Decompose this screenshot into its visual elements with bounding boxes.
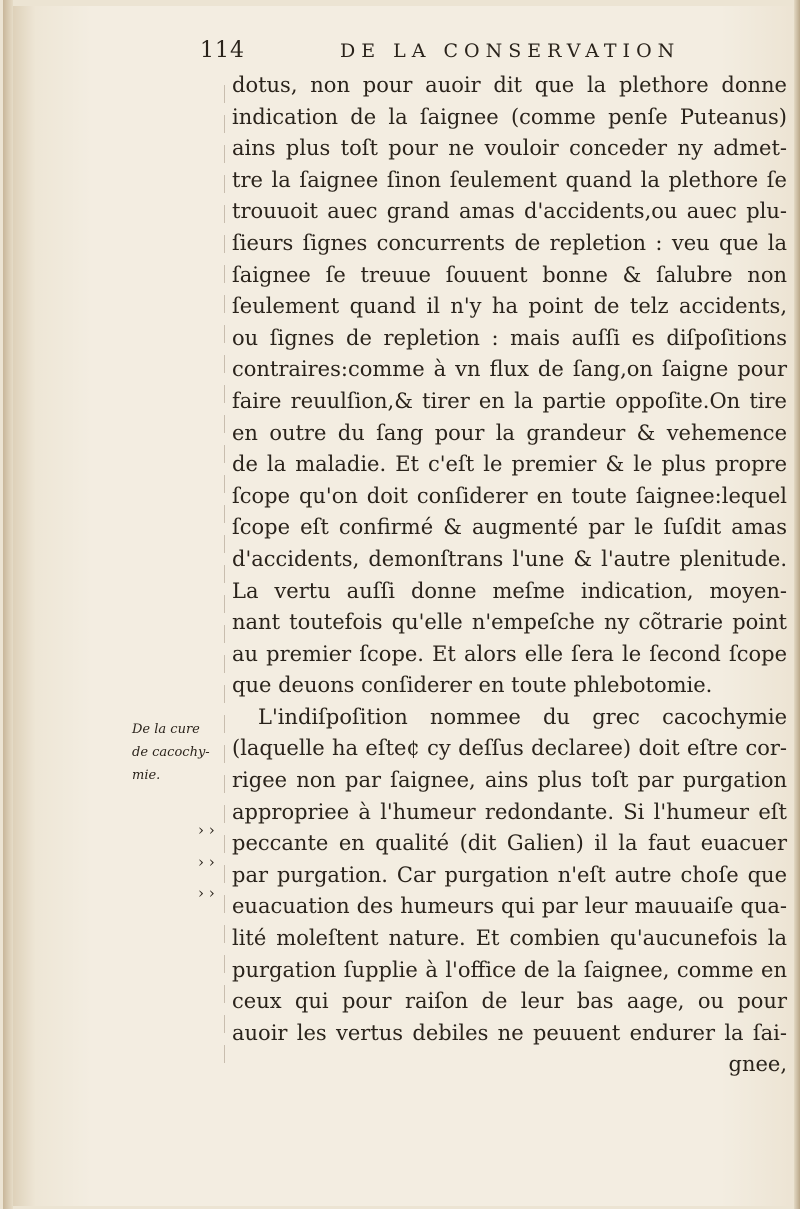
- text-line: faire reuulſion,& tirer en la partie oppoſite.On tire: [232, 388, 787, 413]
- text-line: tre la ſaignee ſinon ſeulement quand la plethore ſe: [232, 167, 787, 192]
- page-header: [200, 38, 780, 68]
- text-line: par purgation. Car purgation n'eſt autre choſe que: [232, 862, 787, 887]
- text-line: que deuons conſiderer en toute phlebotomie.: [232, 673, 713, 698]
- quote-mark: › ›: [198, 852, 215, 871]
- marginal-note-line: mie.: [132, 768, 161, 783]
- text-line: ſcope eſt confirmé & augmenté par le ſuſdit amas: [232, 515, 787, 540]
- binding-gutter: [3, 0, 13, 1209]
- text-line: appropriee à l'humeur redondante. Si l'humeur eſt: [232, 799, 787, 824]
- text-line: auoir les vertus debiles ne peuuent endurer la ſai-: [232, 1020, 787, 1045]
- marginal-note-line: de cacochy-: [132, 745, 210, 760]
- text-line: ou ſignes de repletion : mais auſſi es diſpoſitions: [232, 325, 787, 350]
- running-title: DE LA CONSERVATION: [340, 40, 681, 62]
- text-line: de la maladie. Et c'eſt le premier & le plus propre: [232, 452, 787, 477]
- text-line: lité moleſtent nature. Et combien qu'aucunefois la: [232, 926, 787, 951]
- quote-mark: › ›: [198, 884, 215, 903]
- body-text: [232, 70, 792, 1081]
- text-line: indication de la ſaignee (comme penſe Puteanus): [232, 104, 787, 129]
- text-line: en outre du ſang pour la grandeur & vehemence: [232, 420, 787, 445]
- text-line: dotus, non pour auoir dit que la plethore donne: [232, 73, 787, 97]
- text-line: La vertu auſſi donne meſme indication, moyen-: [232, 578, 787, 603]
- text-line: nant toutefois qu'elle n'empeſche ny cõtrarie point: [232, 610, 787, 635]
- text-line: L'indiſpoſition nommee du grec cacochymie: [258, 704, 787, 729]
- text-line: contraires:comme à vn flux de ſang,on ſaigne pour: [232, 357, 787, 382]
- marginal-note-line: De la cure: [132, 722, 200, 737]
- quote-mark: › ›: [198, 821, 215, 839]
- text-line: (laquelle ha eſte¢ cy deſſus declaree) doit eſtre cor-: [232, 736, 787, 761]
- text-line: euacuation des humeurs qui par leur mauuaiſe qua-: [232, 894, 787, 919]
- text-line: ains plus toſt pour ne vouloir conceder ny admet-: [232, 136, 787, 161]
- text-line: purgation ſupplie à l'office de la ſaignee, comme en: [232, 957, 787, 982]
- catchword: gnee,: [728, 1052, 787, 1077]
- marginal-note: [132, 718, 227, 787]
- margin-rule: [224, 85, 225, 1065]
- text-line: au premier ſcope. Et alors elle ſera le ſecond ſcope: [232, 641, 787, 666]
- page-number: 114: [200, 38, 245, 63]
- text-line: ſieurs ſignes concurrents de repletion : veu que la: [232, 230, 787, 255]
- text-line: peccante en qualité (dit Galien) il la faut euacuer: [232, 831, 787, 856]
- text-line: trouuoit auec grand amas d'accidents,ou auec plu-: [232, 199, 787, 224]
- text-line: ſaignee ſe treuue ſouuent bonne & ſalubre non: [232, 262, 787, 287]
- text-line: ſeulement quand il n'y ha point de telz accidents,: [232, 294, 787, 319]
- page-edge: [794, 0, 800, 1209]
- text-line: ſcope qu'on doit conſiderer en toute ſaignee:lequel: [232, 483, 787, 508]
- text-line: rigee non par ſaignee, ains plus toſt par purgation: [232, 768, 787, 793]
- text-line: ceux qui pour raiſon de leur bas aage, ou pour: [232, 989, 787, 1014]
- text-line: d'accidents, demonſtrans l'une & l'autre plenitude.: [232, 546, 787, 571]
- quotation-marks: [198, 815, 215, 910]
